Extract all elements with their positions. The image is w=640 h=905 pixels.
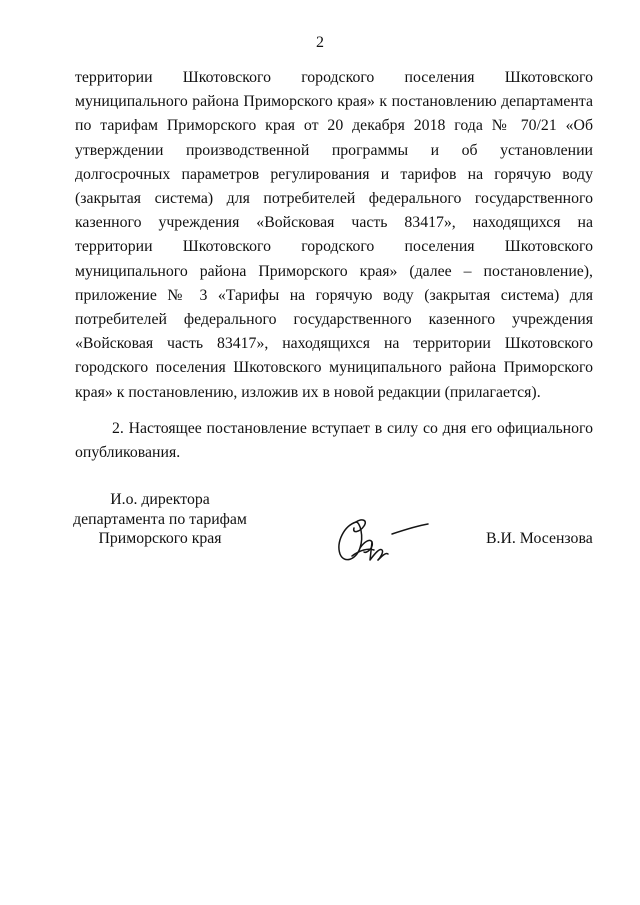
paragraph-continuation: территории Шкотовского городского поселения Шкотовского муниципального района Приморского края» к постановлению департамента по тарифам Приморского края от 20 декабря 2018 года № 70/21 «Об утверждении производственной программы и об установлении долгосрочных параметров регулирования и тарифов на горячую воду (закрытая система) для потребителей федерального государственного казенного учреждения «Войсковая часть 83417», находящихся на территории Шкотовского городского поселения Шкотовского муниципального района Приморского края» (далее – постановление), приложение № 3 «Тарифы на горячую воду (закрытая система) для потребителей федерального государственного казенного учреждения «Войсковая часть 83417», находящихся на территории Шкотовского городского поселения Шкотовского муниципального района Приморского края» к постановлению, изложив их в новой редакции (прилагается). [75,69,593,401]
signatory-title [60,490,260,549]
signatory-title-line: департамента по тарифам [73,510,247,528]
paragraph-effective-date: 2. Настоящее постановление вступает в силу со дня его официального опубликования. [75,419,593,462]
signatory-title-line: И.о. директора [110,491,210,508]
signatory-title-line: Приморского края [98,530,222,547]
page-number: 2 [316,34,324,51]
signatory-name: В.И. Мосензова [486,530,593,547]
document-body [75,66,593,465]
handwritten-signature-icon [334,512,430,570]
